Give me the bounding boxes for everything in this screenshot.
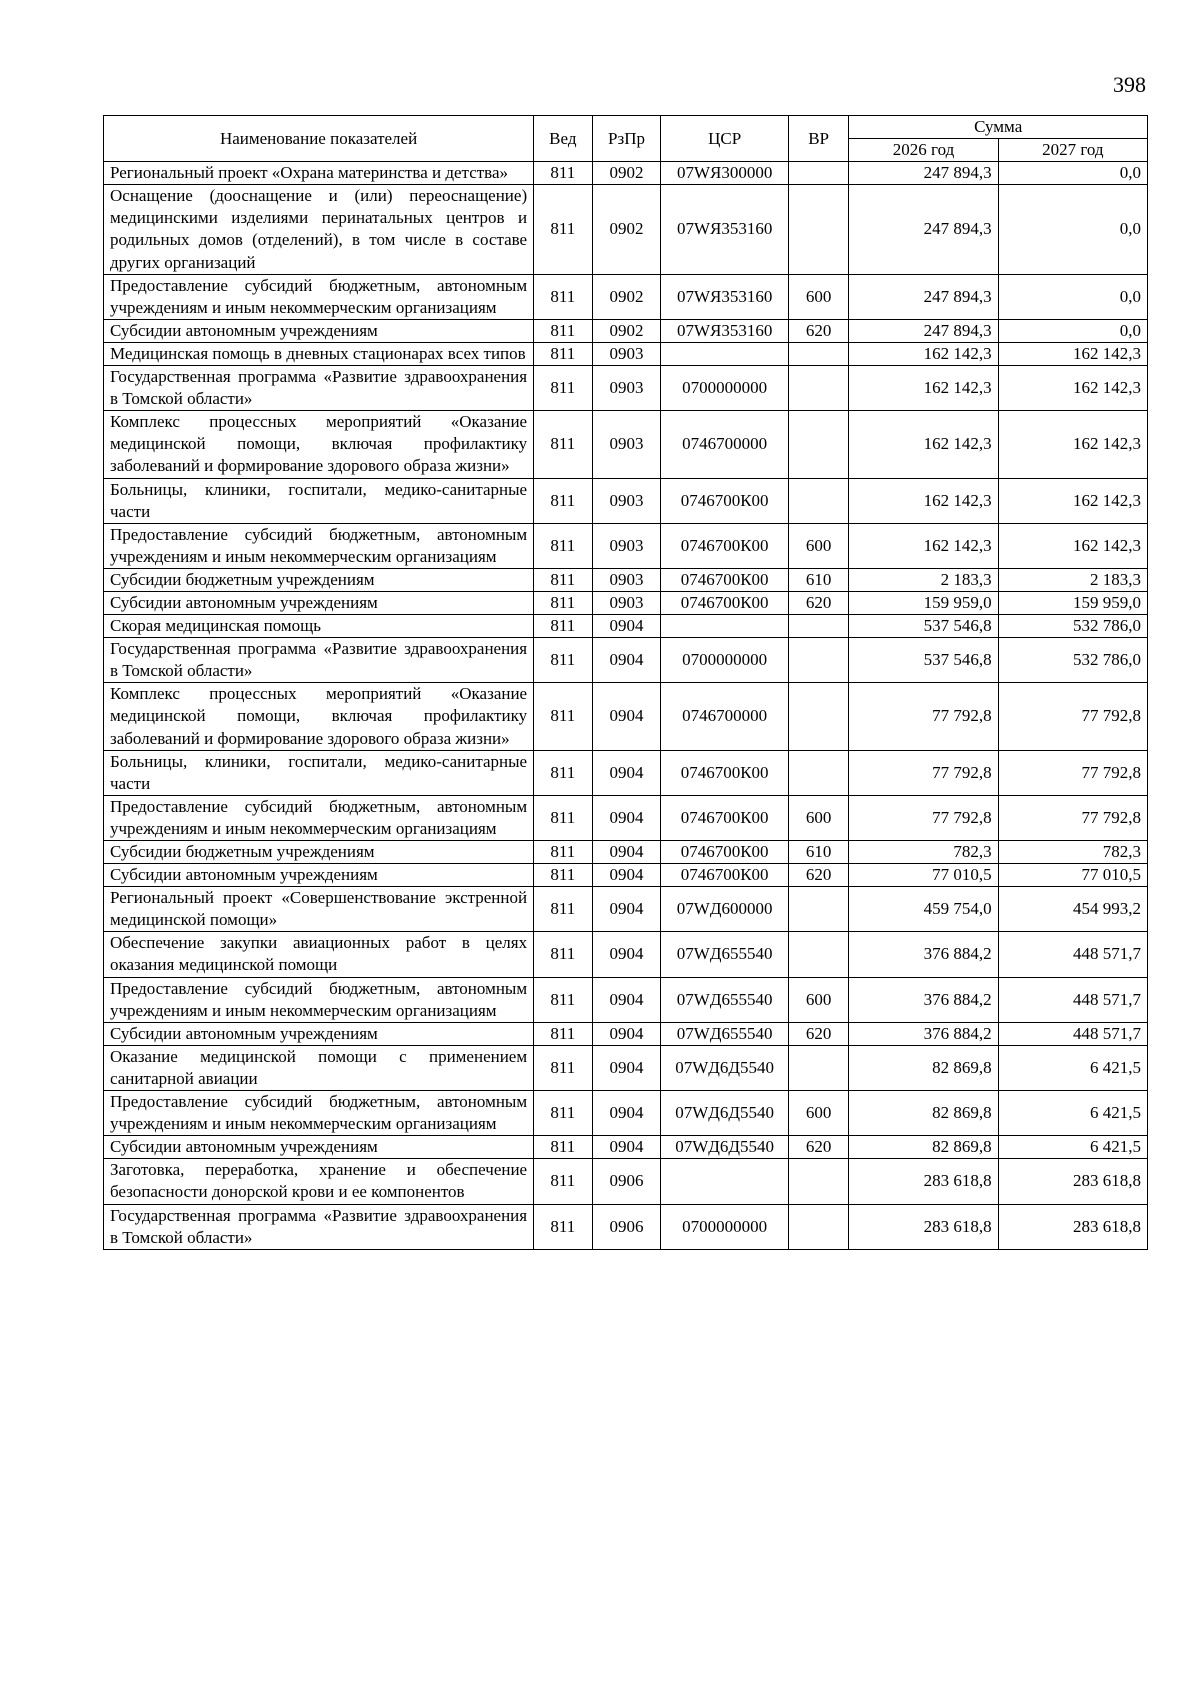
cell-2027: 0,0 — [998, 274, 1147, 319]
cell-vr — [788, 366, 849, 411]
table-header-row — [104, 116, 1148, 139]
cell-2027: 6 421,5 — [998, 1045, 1147, 1090]
cell-2026: 159 959,0 — [849, 591, 998, 614]
cell-csr: 07WЯ300000 — [661, 162, 788, 185]
cell-name: Предоставление субсидий бюджетным, автономным учреждениям и иным некоммерческим организациям — [104, 523, 534, 568]
cell-2026: 162 142,3 — [849, 342, 998, 365]
cell-csr: 07WЯ353160 — [661, 274, 788, 319]
cell-csr: 0700000000 — [661, 366, 788, 411]
cell-name: Субсидии автономным учреждениям — [104, 591, 534, 614]
table-row — [104, 750, 1148, 795]
table-row — [104, 274, 1148, 319]
table-row — [104, 1022, 1148, 1045]
cell-rzpr: 0906 — [592, 1159, 661, 1204]
cell-vr: 610 — [788, 568, 849, 591]
cell-vr — [788, 342, 849, 365]
table-row — [104, 795, 1148, 840]
cell-ved: 811 — [534, 638, 592, 683]
cell-rzpr: 0903 — [592, 366, 661, 411]
cell-csr: 07WЯ353160 — [661, 319, 788, 342]
cell-rzpr: 0904 — [592, 750, 661, 795]
cell-csr: 07WД655540 — [661, 932, 788, 977]
cell-csr: 0700000000 — [661, 1204, 788, 1249]
cell-2026: 162 142,3 — [849, 478, 998, 523]
cell-2027: 283 618,8 — [998, 1159, 1147, 1204]
cell-vr: 620 — [788, 319, 849, 342]
cell-rzpr: 0903 — [592, 478, 661, 523]
budget-table — [103, 115, 1148, 1250]
cell-csr: 07WД655540 — [661, 1022, 788, 1045]
cell-2026: 247 894,3 — [849, 185, 998, 274]
table-row — [104, 591, 1148, 614]
header-csr: ЦСР — [661, 116, 788, 162]
cell-vr — [788, 162, 849, 185]
cell-vr — [788, 615, 849, 638]
cell-2027: 77 010,5 — [998, 864, 1147, 887]
cell-rzpr: 0906 — [592, 1204, 661, 1249]
cell-2026: 459 754,0 — [849, 887, 998, 932]
cell-2026: 247 894,3 — [849, 319, 998, 342]
cell-2026: 283 618,8 — [849, 1159, 998, 1204]
table-row — [104, 1045, 1148, 1090]
cell-vr — [788, 638, 849, 683]
cell-2026: 537 546,8 — [849, 638, 998, 683]
cell-vr: 620 — [788, 864, 849, 887]
cell-name: Субсидии бюджетным учреждениям — [104, 568, 534, 591]
cell-csr: 0746700000 — [661, 683, 788, 750]
cell-vr: 620 — [788, 1022, 849, 1045]
header-rzpr: РзПр — [592, 116, 661, 162]
cell-ved: 811 — [534, 887, 592, 932]
table-row — [104, 864, 1148, 887]
cell-rzpr: 0904 — [592, 932, 661, 977]
cell-2026: 376 884,2 — [849, 977, 998, 1022]
cell-name: Обеспечение закупки авиационных работ в целях оказания медицинской помощи — [104, 932, 534, 977]
cell-2027: 532 786,0 — [998, 638, 1147, 683]
table-row — [104, 683, 1148, 750]
cell-csr: 07WД655540 — [661, 977, 788, 1022]
cell-rzpr: 0902 — [592, 162, 661, 185]
table-row — [104, 841, 1148, 864]
cell-name: Предоставление субсидий бюджетным, автономным учреждениям и иным некоммерческим организациям — [104, 795, 534, 840]
table-row — [104, 185, 1148, 274]
cell-rzpr: 0903 — [592, 342, 661, 365]
cell-2026: 162 142,3 — [849, 523, 998, 568]
cell-ved: 811 — [534, 615, 592, 638]
cell-vr: 600 — [788, 274, 849, 319]
cell-name: Больницы, клиники, госпитали, медико-санитарные части — [104, 478, 534, 523]
cell-2026: 162 142,3 — [849, 411, 998, 478]
header-2026: 2026 год — [849, 139, 998, 162]
cell-rzpr: 0904 — [592, 864, 661, 887]
header-vr: ВР — [788, 116, 849, 162]
cell-ved: 811 — [534, 1091, 592, 1136]
page-number: 398 — [1113, 72, 1146, 97]
cell-name: Субсидии бюджетным учреждениям — [104, 841, 534, 864]
table-row — [104, 478, 1148, 523]
table-row — [104, 932, 1148, 977]
table-row — [104, 1204, 1148, 1249]
cell-rzpr: 0903 — [592, 591, 661, 614]
cell-vr: 620 — [788, 591, 849, 614]
cell-ved: 811 — [534, 366, 592, 411]
cell-2027: 0,0 — [998, 162, 1147, 185]
cell-ved: 811 — [534, 185, 592, 274]
cell-name: Субсидии автономным учреждениям — [104, 1022, 534, 1045]
cell-2027: 283 618,8 — [998, 1204, 1147, 1249]
cell-2027: 77 792,8 — [998, 795, 1147, 840]
cell-2027: 77 792,8 — [998, 750, 1147, 795]
cell-csr: 07WД6Д5540 — [661, 1045, 788, 1090]
cell-2026: 82 869,8 — [849, 1045, 998, 1090]
table-row — [104, 366, 1148, 411]
cell-2027: 454 993,2 — [998, 887, 1147, 932]
cell-csr: 0746700К00 — [661, 795, 788, 840]
cell-ved: 811 — [534, 1045, 592, 1090]
cell-2027: 2 183,3 — [998, 568, 1147, 591]
cell-2027: 162 142,3 — [998, 342, 1147, 365]
header-sum: Сумма — [849, 116, 1148, 139]
cell-name: Предоставление субсидий бюджетным, автономным учреждениям и иным некоммерческим организациям — [104, 1091, 534, 1136]
cell-vr — [788, 185, 849, 274]
table-row — [104, 1091, 1148, 1136]
cell-2027: 448 571,7 — [998, 1022, 1147, 1045]
header-ved: Вед — [534, 116, 592, 162]
cell-rzpr: 0904 — [592, 1022, 661, 1045]
table-row — [104, 162, 1148, 185]
cell-name: Комплекс процессных мероприятий «Оказание медицинской помощи, включая профилактику заболеваний и формирование здорового образа жизни» — [104, 683, 534, 750]
cell-name: Субсидии автономным учреждениям — [104, 319, 534, 342]
table-row — [104, 977, 1148, 1022]
cell-2027: 162 142,3 — [998, 478, 1147, 523]
cell-csr: 0746700К00 — [661, 841, 788, 864]
cell-2027: 162 142,3 — [998, 523, 1147, 568]
cell-rzpr: 0902 — [592, 319, 661, 342]
cell-name: Государственная программа «Развитие здравоохранения в Томской области» — [104, 366, 534, 411]
cell-2026: 77 792,8 — [849, 750, 998, 795]
cell-2027: 0,0 — [998, 185, 1147, 274]
cell-vr — [788, 411, 849, 478]
cell-2027: 162 142,3 — [998, 366, 1147, 411]
cell-csr: 0700000000 — [661, 638, 788, 683]
cell-vr: 600 — [788, 795, 849, 840]
cell-csr: 07WД6Д5540 — [661, 1091, 788, 1136]
cell-rzpr: 0904 — [592, 615, 661, 638]
cell-vr: 600 — [788, 523, 849, 568]
cell-2026: 82 869,8 — [849, 1091, 998, 1136]
cell-ved: 811 — [534, 977, 592, 1022]
table-row — [104, 638, 1148, 683]
cell-2026: 162 142,3 — [849, 366, 998, 411]
cell-2027: 0,0 — [998, 319, 1147, 342]
cell-2026: 782,3 — [849, 841, 998, 864]
cell-name: Медицинская помощь в дневных стационарах всех типов — [104, 342, 534, 365]
cell-rzpr: 0904 — [592, 795, 661, 840]
cell-csr: 0746700К00 — [661, 523, 788, 568]
cell-ved: 811 — [534, 683, 592, 750]
cell-vr — [788, 932, 849, 977]
cell-csr: 0746700К00 — [661, 864, 788, 887]
cell-name: Предоставление субсидий бюджетным, автономным учреждениям и иным некоммерческим организациям — [104, 274, 534, 319]
cell-rzpr: 0904 — [592, 683, 661, 750]
table-row — [104, 342, 1148, 365]
cell-rzpr: 0904 — [592, 1136, 661, 1159]
cell-rzpr: 0904 — [592, 638, 661, 683]
cell-2027: 782,3 — [998, 841, 1147, 864]
cell-2027: 532 786,0 — [998, 615, 1147, 638]
cell-2027: 448 571,7 — [998, 977, 1147, 1022]
cell-csr: 07WЯ353160 — [661, 185, 788, 274]
cell-rzpr: 0904 — [592, 977, 661, 1022]
cell-ved: 811 — [534, 1022, 592, 1045]
cell-vr — [788, 478, 849, 523]
cell-2027: 77 792,8 — [998, 683, 1147, 750]
cell-rzpr: 0904 — [592, 887, 661, 932]
cell-2026: 82 869,8 — [849, 1136, 998, 1159]
cell-ved: 811 — [534, 568, 592, 591]
cell-name: Заготовка, переработка, хранение и обеспечение безопасности донорской крови и ее компонентов — [104, 1159, 534, 1204]
cell-name: Государственная программа «Развитие здравоохранения в Томской области» — [104, 1204, 534, 1249]
cell-csr: 07WД600000 — [661, 887, 788, 932]
cell-vr — [788, 1045, 849, 1090]
cell-2026: 537 546,8 — [849, 615, 998, 638]
cell-vr: 620 — [788, 1136, 849, 1159]
cell-2026: 2 183,3 — [849, 568, 998, 591]
cell-name: Скорая медицинская помощь — [104, 615, 534, 638]
cell-2026: 77 010,5 — [849, 864, 998, 887]
cell-ved: 811 — [534, 1159, 592, 1204]
cell-vr — [788, 750, 849, 795]
cell-name: Субсидии автономным учреждениям — [104, 864, 534, 887]
cell-ved: 811 — [534, 342, 592, 365]
table-row — [104, 887, 1148, 932]
cell-csr — [661, 615, 788, 638]
cell-name: Больницы, клиники, госпитали, медико-санитарные части — [104, 750, 534, 795]
cell-vr — [788, 1159, 849, 1204]
table-row — [104, 568, 1148, 591]
cell-2027: 6 421,5 — [998, 1136, 1147, 1159]
cell-csr: 0746700000 — [661, 411, 788, 478]
cell-name: Региональный проект «Совершенствование экстренной медицинской помощи» — [104, 887, 534, 932]
cell-2026: 247 894,3 — [849, 274, 998, 319]
header-2027: 2027 год — [998, 139, 1147, 162]
cell-ved: 811 — [534, 841, 592, 864]
table-row — [104, 1159, 1148, 1204]
table-row — [104, 319, 1148, 342]
cell-name: Оснащение (дооснащение и (или) переоснащение) медицинскими изделиями перинатальных центров и родильных домов (отделений), в том числе в составе других организаций — [104, 185, 534, 274]
cell-2026: 376 884,2 — [849, 1022, 998, 1045]
cell-name: Государственная программа «Развитие здравоохранения в Томской области» — [104, 638, 534, 683]
cell-csr: 0746700К00 — [661, 591, 788, 614]
cell-ved: 811 — [534, 795, 592, 840]
table-row — [104, 523, 1148, 568]
cell-ved: 811 — [534, 319, 592, 342]
table-row — [104, 411, 1148, 478]
cell-name: Предоставление субсидий бюджетным, автономным учреждениям и иным некоммерческим организациям — [104, 977, 534, 1022]
cell-ved: 811 — [534, 523, 592, 568]
cell-rzpr: 0904 — [592, 1045, 661, 1090]
cell-vr — [788, 887, 849, 932]
cell-csr: 0746700К00 — [661, 750, 788, 795]
cell-rzpr: 0904 — [592, 841, 661, 864]
cell-ved: 811 — [534, 274, 592, 319]
cell-csr — [661, 342, 788, 365]
header-name: Наименование показателей — [104, 116, 534, 162]
cell-ved: 811 — [534, 591, 592, 614]
cell-name: Региональный проект «Охрана материнства и детства» — [104, 162, 534, 185]
cell-ved: 811 — [534, 932, 592, 977]
cell-2027: 448 571,7 — [998, 932, 1147, 977]
cell-name: Комплекс процессных мероприятий «Оказание медицинской помощи, включая профилактику заболеваний и формирование здорового образа жизни» — [104, 411, 534, 478]
cell-2027: 162 142,3 — [998, 411, 1147, 478]
cell-vr: 600 — [788, 977, 849, 1022]
cell-vr — [788, 1204, 849, 1249]
cell-rzpr: 0904 — [592, 1091, 661, 1136]
cell-csr: 0746700К00 — [661, 568, 788, 591]
cell-ved: 811 — [534, 750, 592, 795]
cell-csr: 07WД6Д5540 — [661, 1136, 788, 1159]
cell-name: Субсидии автономным учреждениям — [104, 1136, 534, 1159]
table-row — [104, 615, 1148, 638]
table-row — [104, 1136, 1148, 1159]
cell-rzpr: 0902 — [592, 185, 661, 274]
cell-2027: 6 421,5 — [998, 1091, 1147, 1136]
cell-ved: 811 — [534, 864, 592, 887]
cell-name: Оказание медицинской помощи с применением санитарной авиации — [104, 1045, 534, 1090]
cell-vr: 600 — [788, 1091, 849, 1136]
cell-rzpr: 0903 — [592, 411, 661, 478]
cell-2027: 159 959,0 — [998, 591, 1147, 614]
cell-2026: 247 894,3 — [849, 162, 998, 185]
cell-ved: 811 — [534, 1204, 592, 1249]
cell-vr: 610 — [788, 841, 849, 864]
cell-ved: 811 — [534, 1136, 592, 1159]
cell-ved: 811 — [534, 162, 592, 185]
cell-rzpr: 0902 — [592, 274, 661, 319]
cell-rzpr: 0903 — [592, 568, 661, 591]
cell-csr: 0746700К00 — [661, 478, 788, 523]
cell-ved: 811 — [534, 411, 592, 478]
cell-csr — [661, 1159, 788, 1204]
cell-ved: 811 — [534, 478, 592, 523]
cell-2026: 77 792,8 — [849, 683, 998, 750]
cell-rzpr: 0903 — [592, 523, 661, 568]
table-body — [104, 162, 1148, 1250]
cell-2026: 376 884,2 — [849, 932, 998, 977]
cell-vr — [788, 683, 849, 750]
cell-2026: 283 618,8 — [849, 1204, 998, 1249]
cell-2026: 77 792,8 — [849, 795, 998, 840]
